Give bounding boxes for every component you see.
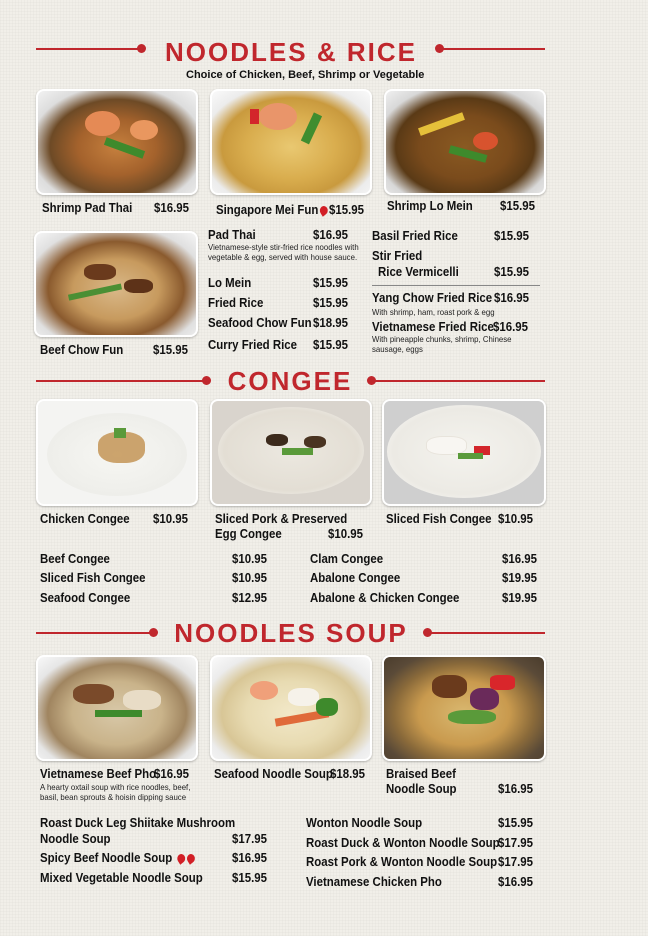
item-name: Beef Congee	[40, 551, 110, 566]
item-name: Clam Congee	[310, 551, 384, 566]
item-price: $15.95	[500, 198, 535, 213]
item-price: $17.95	[498, 835, 533, 850]
item-price: $16.95	[498, 781, 533, 796]
item-name: Fried Rice	[208, 295, 264, 310]
item-price: $10.95	[328, 526, 363, 541]
item-name: Shrimp Pad Thai	[42, 200, 133, 215]
item-name: Roast Pork & Wonton Noodle Soup	[306, 854, 498, 869]
photo-shrimp-pad-thai	[36, 89, 198, 195]
item-price: $10.95	[498, 511, 533, 526]
item-name-line2: Noodle Soup	[386, 781, 457, 796]
item-name: Abalone Congee	[310, 570, 401, 585]
item-name: Seafood Congee	[40, 590, 131, 605]
photo-chicken-congee	[36, 399, 198, 506]
item-price: $17.95	[232, 831, 267, 846]
item-name: Sliced Fish Congee	[40, 570, 146, 585]
item-price: $16.95	[232, 850, 267, 865]
item-name: Yang Chow Fried Rice	[372, 290, 493, 305]
section-rule-right	[443, 48, 545, 50]
item-price: $17.95	[498, 854, 533, 869]
section-rule-right	[375, 380, 545, 382]
chili-icon	[319, 204, 330, 217]
item-price: $16.95	[498, 874, 533, 889]
item-price: $18.95	[313, 315, 348, 330]
item-price: $15.95	[313, 275, 348, 290]
item-price: $19.95	[502, 590, 537, 605]
item-price: $10.95	[232, 551, 267, 566]
item-price: $15.95	[494, 228, 529, 243]
item-name: Singapore Mei Fun	[216, 202, 328, 217]
item-name: Basil Fried Rice	[372, 228, 458, 243]
item-price: $15.95	[313, 295, 348, 310]
item-price: $16.95	[493, 319, 528, 334]
item-name: Vietnamese Beef Pho	[40, 766, 157, 781]
item-name: Braised Beef	[386, 766, 456, 781]
item-description: Vietnamese-style stir-fried rice noodles with vegetable & egg, served with house sauce.	[208, 242, 359, 262]
section-title-noodles-soup: NOODLES SOUP	[174, 618, 408, 648]
item-name: Spicy Beef Noodle Soup	[40, 850, 195, 865]
item-price: $10.95	[232, 570, 267, 585]
item-name: Seafood Chow Fun	[208, 315, 312, 330]
item-description: With pineapple chunks, shrimp, Chinese sausage, eggs	[372, 334, 512, 354]
item-price: $12.95	[232, 590, 267, 605]
section-rule-left	[36, 380, 203, 382]
item-price: $16.95	[154, 200, 189, 215]
item-price: $10.95	[153, 511, 188, 526]
item-price: $15.95	[232, 870, 267, 885]
item-price: $16.95	[154, 766, 189, 781]
item-name: Curry Fried Rice	[208, 337, 298, 352]
item-price: $16.95	[494, 290, 529, 305]
item-price: $15.95	[313, 337, 348, 352]
section-dot-left	[149, 628, 158, 637]
item-name-line2: Egg Congee	[215, 526, 282, 541]
item-name: Pad Thai	[208, 227, 256, 242]
item-name: Roast Duck & Wonton Noodle Soup	[306, 835, 500, 850]
section-title-congee: CONGEE	[227, 366, 353, 396]
chili-icon	[185, 852, 196, 865]
photo-singapore-mei-fun	[210, 89, 372, 195]
photo-pork-egg-congee	[210, 399, 372, 506]
section-dot-left	[202, 376, 211, 385]
photo-vietnamese-beef-pho	[36, 655, 198, 761]
section-rule-right	[431, 632, 545, 634]
item-name: Beef Chow Fun	[40, 342, 124, 357]
item-price: $15.95	[329, 202, 364, 217]
item-price: $15.95	[494, 264, 529, 279]
section-subtitle: Choice of Chicken, Beef, Shrimp or Vegetable	[186, 69, 425, 81]
item-name: Wonton Noodle Soup	[306, 815, 423, 830]
item-price: $19.95	[502, 570, 537, 585]
divider	[372, 285, 540, 286]
section-rule-left	[36, 48, 138, 50]
photo-beef-chow-fun	[34, 231, 198, 337]
section-dot-left	[137, 44, 146, 53]
item-description: A hearty oxtail soup with rice noodles, beef, basil, bean sprouts & hoisin dipping sauce	[40, 782, 191, 802]
photo-shrimp-lo-mein	[384, 89, 546, 195]
item-name-line2: Noodle Soup	[40, 831, 111, 846]
item-name: Lo Mein	[208, 275, 252, 290]
photo-sliced-fish-congee	[382, 399, 546, 506]
item-name: Roast Duck Leg Shiitake Mushroom	[40, 815, 236, 830]
photo-seafood-noodle-soup	[210, 655, 372, 761]
section-title-noodles-rice: NOODLES & RICE	[165, 37, 417, 67]
item-name: Mixed Vegetable Noodle Soup	[40, 870, 203, 885]
item-name: Stir Fried	[372, 248, 423, 263]
item-price: $16.95	[502, 551, 537, 566]
item-name: Vietnamese Fried Rice	[372, 319, 494, 334]
item-name-line2: Rice Vermicelli	[378, 264, 459, 279]
item-name: Chicken Congee	[40, 511, 130, 526]
item-price: $15.95	[153, 342, 188, 357]
item-name: Shrimp Lo Mein	[387, 198, 473, 213]
section-rule-left	[36, 632, 150, 634]
photo-braised-beef-noodle-soup	[382, 655, 546, 761]
item-description: With shrimp, ham, roast pork & egg	[372, 307, 495, 317]
item-name: Seafood Noodle Soup	[214, 766, 333, 781]
chili-icon	[176, 852, 187, 865]
item-name: Sliced Pork & Preserved	[215, 511, 348, 526]
item-price: $15.95	[498, 815, 533, 830]
item-price: $18.95	[330, 766, 365, 781]
item-name: Sliced Fish Congee	[386, 511, 492, 526]
item-price: $16.95	[313, 227, 348, 242]
item-name: Abalone & Chicken Congee	[310, 590, 460, 605]
item-name: Vietnamese Chicken Pho	[306, 874, 442, 889]
